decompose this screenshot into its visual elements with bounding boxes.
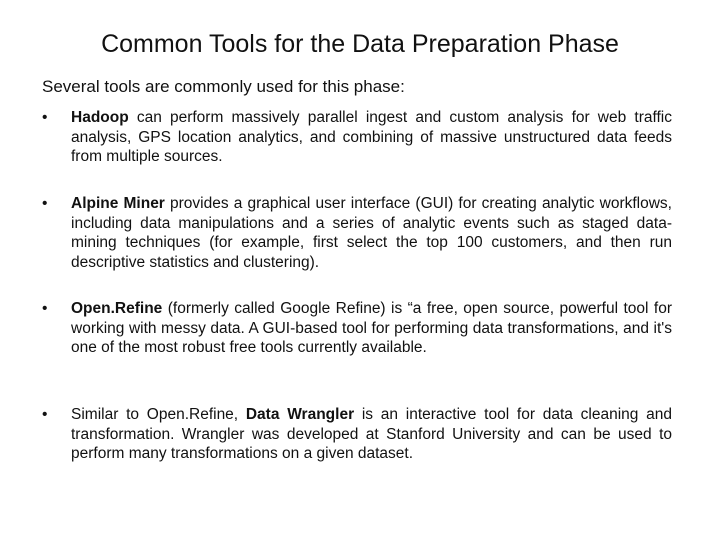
list-item-data-wrangler — [42, 405, 672, 464]
bullet-icon: • — [42, 109, 48, 126]
tool-description: provides a graphical user interface (GUI) for creating analytic workflows, including data manipulations and a series of analytic events such as staged data-mining techniques (for example, first select the top 100 customers, and then run descriptive statistics and clustering). — [71, 195, 672, 271]
tool-name: Hadoop — [71, 109, 129, 126]
tool-name: Data Wrangler — [245, 406, 355, 423]
bullet-icon: • — [42, 195, 48, 212]
tool-description: is an interactive tool for data cleaning and transformation. Wrangler was developed at Stanford University and can be used to perform many transformations on a given dataset. — [71, 406, 672, 462]
list-item-alpine-miner — [42, 194, 672, 272]
tool-description: (formerly called Google Refine) is “a free, open source, powerful tool for working with messy data. A GUI-based tool for performing data transformations, and it's one of the most robust free tools currently available. — [71, 300, 672, 356]
tool-name: Alpine Miner — [71, 195, 165, 212]
list-item-text — [71, 405, 672, 464]
list-item-text — [71, 108, 672, 167]
list-item-text — [71, 299, 672, 358]
slide-title: Common Tools for the Data Preparation Phase — [101, 30, 619, 58]
tool-name: Open.Refine — [71, 300, 163, 317]
list-item-text — [71, 194, 672, 272]
tool-prefix: Similar to Open.Refine, — [71, 406, 246, 423]
bullet-icon: • — [42, 300, 48, 317]
intro-text: Several tools are commonly used for this phase: — [42, 77, 405, 96]
list-item-open-refine — [42, 299, 672, 358]
list-item-hadoop — [42, 108, 672, 167]
bullet-icon: • — [42, 406, 48, 423]
tool-description: can perform massively parallel ingest and custom analysis for web traffic analysis, GPS location analytics, and combining of massive unstructured data feeds from multiple sources. — [71, 109, 672, 165]
